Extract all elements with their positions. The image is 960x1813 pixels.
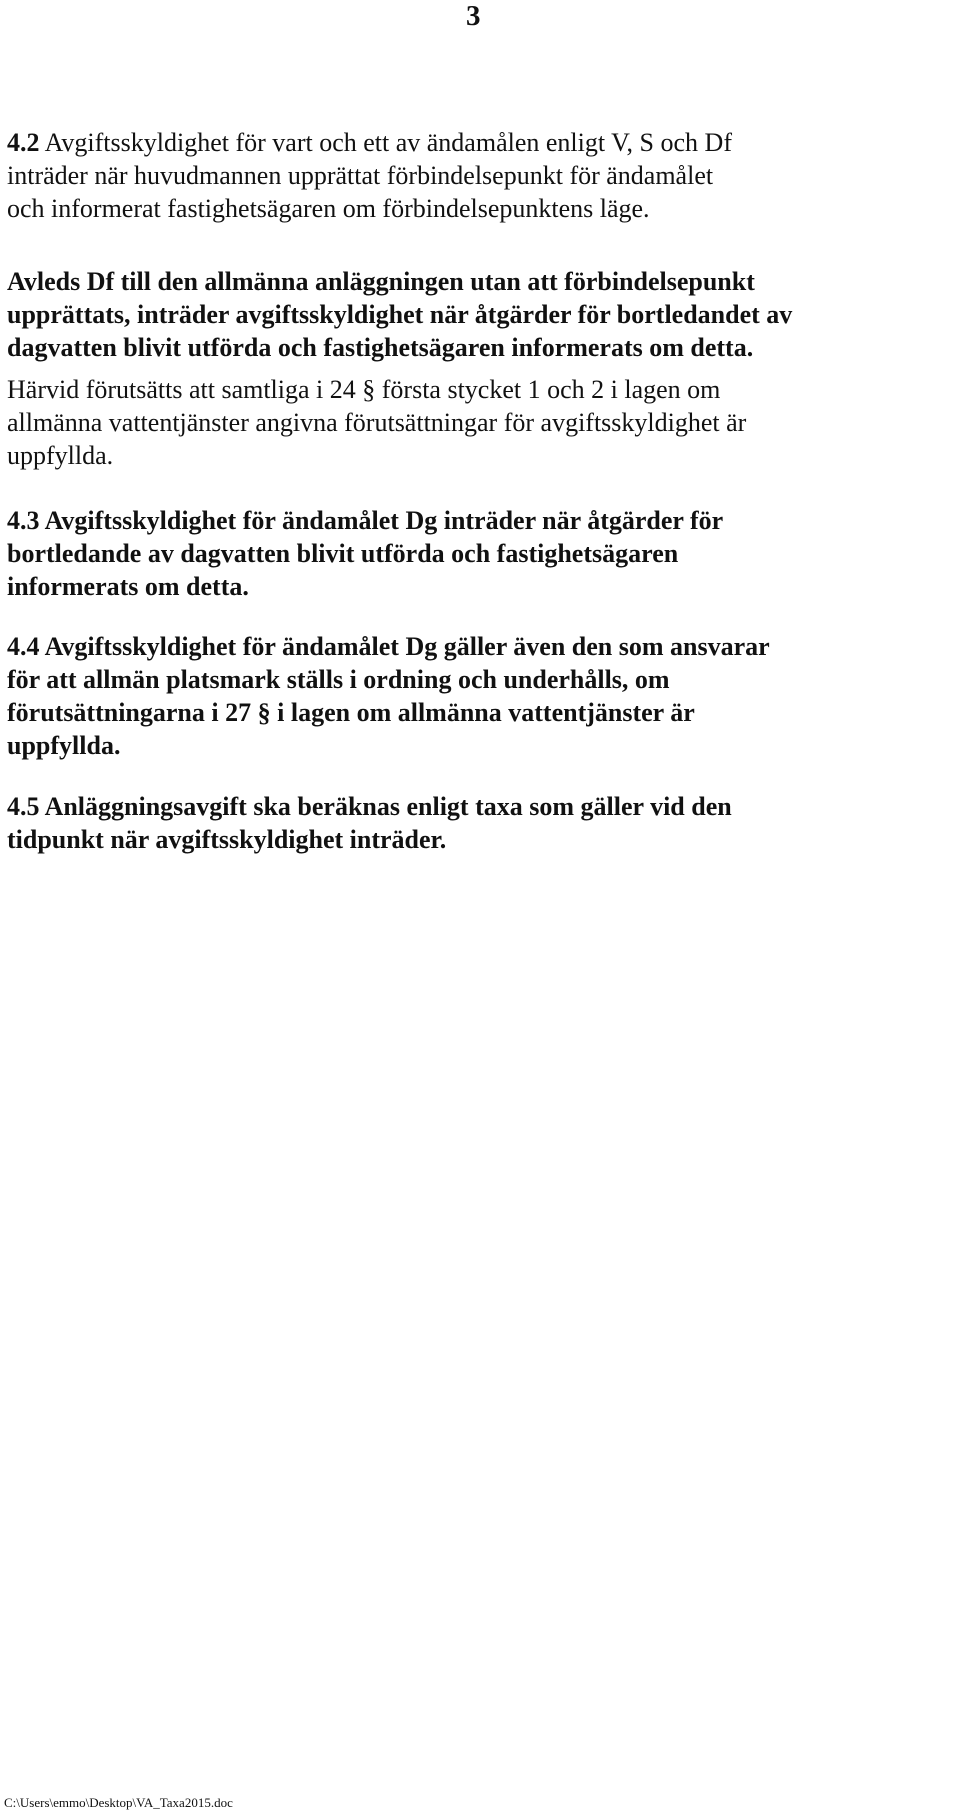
section-4-2 [7,126,955,225]
section-4-4 [7,630,955,762]
section-4-4-line-2: för att allmän platsmark ställs i ordning och underhålls, om [7,665,670,694]
section-4-4-line-3: förutsättningarna i 27 § i lagen om allmänna vattentjänster är [7,698,695,727]
footer-file-path: C:\Users\emmo\Desktop\VA_Taxa2015.doc [4,1795,233,1810]
section-4-2-line-1-text: Avgiftsskyldighet för vart och ett av ändamålen enligt V, S och Df [39,128,732,157]
section-4-5-line-1: 4.5 Anläggningsavgift ska beräknas enligt taxa som gäller vid den [7,792,732,821]
paragraph-harvid-line-3: uppfyllda. [7,441,114,470]
section-4-4-line-1: 4.4 Avgiftsskyldighet för ändamålet Dg gäller även den som ansvarar [7,632,770,661]
section-4-2-line-2: inträder när huvudmannen upprättat förbindelsepunkt för ändamålet [7,161,714,190]
paragraph-dagvatten-line-1: Avleds Df till den allmänna anläggningen utan att förbindelsepunkt [7,267,755,296]
section-4-4-line-4: uppfyllda. [7,731,121,760]
section-4-3-line-3: informerats om detta. [7,572,249,601]
section-4-3 [7,504,955,603]
section-4-2-line-3: och informerat fastighetsägaren om förbindelsepunktens läge. [7,194,650,223]
paragraph-harvid [7,373,955,472]
paragraph-dagvatten [7,265,955,364]
section-4-5-line-2: tidpunkt när avgiftsskyldighet inträder. [7,825,447,854]
section-4-2-line-1 [7,126,955,159]
section-4-3-line-2: bortledande av dagvatten blivit utförda och fastighetsägaren [7,539,679,568]
section-4-2-number: 4.2 [7,128,40,157]
paragraph-harvid-line-2: allmänna vattentjänster angivna förutsättningar för avgiftsskyldighet är [7,408,747,437]
paragraph-harvid-line-1: Härvid förutsätts att samtliga i 24 § första stycket 1 och 2 i lagen om [7,375,721,404]
section-4-5 [7,790,955,856]
paragraph-dagvatten-line-3: dagvatten blivit utförda och fastighetsägaren informerats om detta. [7,333,754,362]
section-4-3-line-1: 4.3 Avgiftsskyldighet för ändamålet Dg inträder när åtgärder för [7,506,724,535]
paragraph-dagvatten-line-2: upprättats, inträder avgiftsskyldighet när åtgärder för bortledandet av [7,300,793,329]
page-number: 3 [466,0,481,32]
